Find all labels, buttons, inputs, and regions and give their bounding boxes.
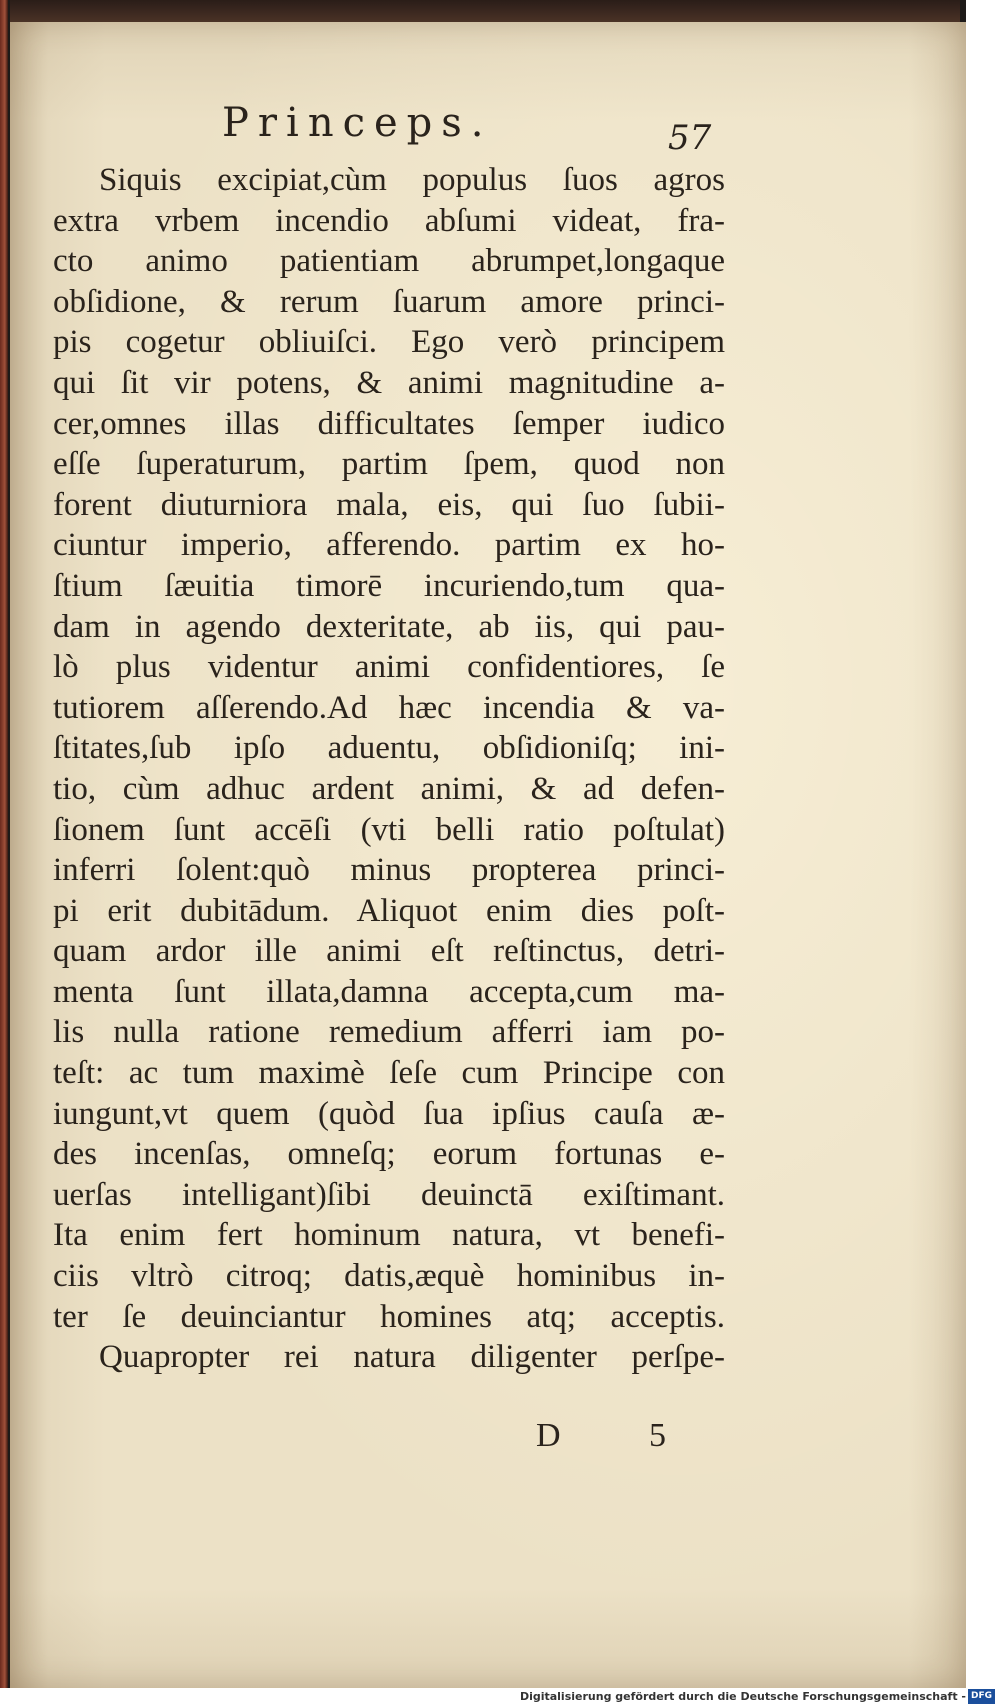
dfg-logo-icon: DFG (968, 1689, 995, 1704)
text-line: cer,omnes illas difficultates ſemper iudico (53, 405, 725, 442)
text-line: pis cogetur obliuiſci. Ego verò principem (53, 324, 725, 361)
text-line: Ita enim fert hominum natura, vt benefi- (53, 1217, 725, 1254)
text-line: ſtium ſæuitia timorē incuriendo,tum qua- (53, 567, 725, 604)
text-line: forent diuturniora mala, eis, qui ſuo ſubii- (53, 486, 725, 523)
text-line: tio, cùm adhuc ardent animi, & ad defen- (53, 770, 725, 807)
body-text (53, 160, 725, 1378)
text-line: lis nulla ratione remedium afferri iam po- (53, 1014, 725, 1051)
text-line: ciuntur imperio, afferendo. partim ex ho- (53, 527, 725, 564)
text-line: dam in agendo dexteritate, ab iis, qui pau- (53, 608, 725, 645)
text-line: ter ſe deuinciantur homines atq; acceptis. (53, 1298, 725, 1335)
text-line: extra vrbem incendio abſumi videat, fra- (53, 202, 725, 239)
text-line: obſidione, & rerum ſuarum amore princi- (53, 283, 725, 320)
page-top-shadow (10, 0, 960, 22)
text-line: ſtitates,ſub ipſo aduentu, obſidioniſq; ini- (53, 730, 725, 767)
text-line: lò plus videntur animi confidentiores, ſe (53, 649, 725, 686)
text-line: menta ſunt illata,damna accepta,cum ma- (53, 973, 725, 1010)
text-line: teſt: ac tum maximè ſeſe cum Principe con (53, 1055, 725, 1092)
text-line: Siquis excipiat,cùm populus ſuos agros (99, 162, 725, 198)
text-line: tutiorem aſſerendo.Ad hæc incendia & va- (53, 689, 725, 726)
text-line: uerſas intelligant)ſibi deuinctā exiſtimant. (53, 1176, 725, 1213)
text-line: inferri ſolent:quò minus propterea princi- (53, 852, 725, 889)
signature-mark: D 5 (536, 1417, 707, 1454)
page-number: 57 (668, 118, 712, 158)
text-line: eſſe ſuperaturum, partim ſpem, quod non (53, 446, 725, 483)
running-head: Princeps. (222, 100, 493, 146)
text-line: Quapropter rei natura diligenter perſpe- (99, 1339, 725, 1376)
text-line: quam ardor ille animi eſt reſtinctus, detri- (53, 933, 725, 970)
text-line: cto animo patientiam abrumpet,longaque (53, 243, 725, 280)
text-line: ſionem ſunt accēſi (vti belli ratio poſtulat) (53, 811, 725, 848)
funding-credit: Digitalisierung gefördert durch die Deutsche Forschungsgemeinschaft - (519, 1690, 966, 1703)
book-binding-edge (0, 0, 8, 1688)
text-line: ciis vltrò citroq; datis,æquè hominibus in- (53, 1258, 725, 1295)
text-line: iungunt,vt quem (quòd ſua ipſius cauſa æ- (53, 1095, 725, 1132)
text-line: des incenſas, omneſq; eorum fortunas e- (53, 1136, 725, 1173)
text-line: pi erit dubitādum. Aliquot enim dies poſt- (53, 892, 725, 929)
text-line: qui ſit vir potens, & animi magnitudine a- (53, 364, 725, 401)
